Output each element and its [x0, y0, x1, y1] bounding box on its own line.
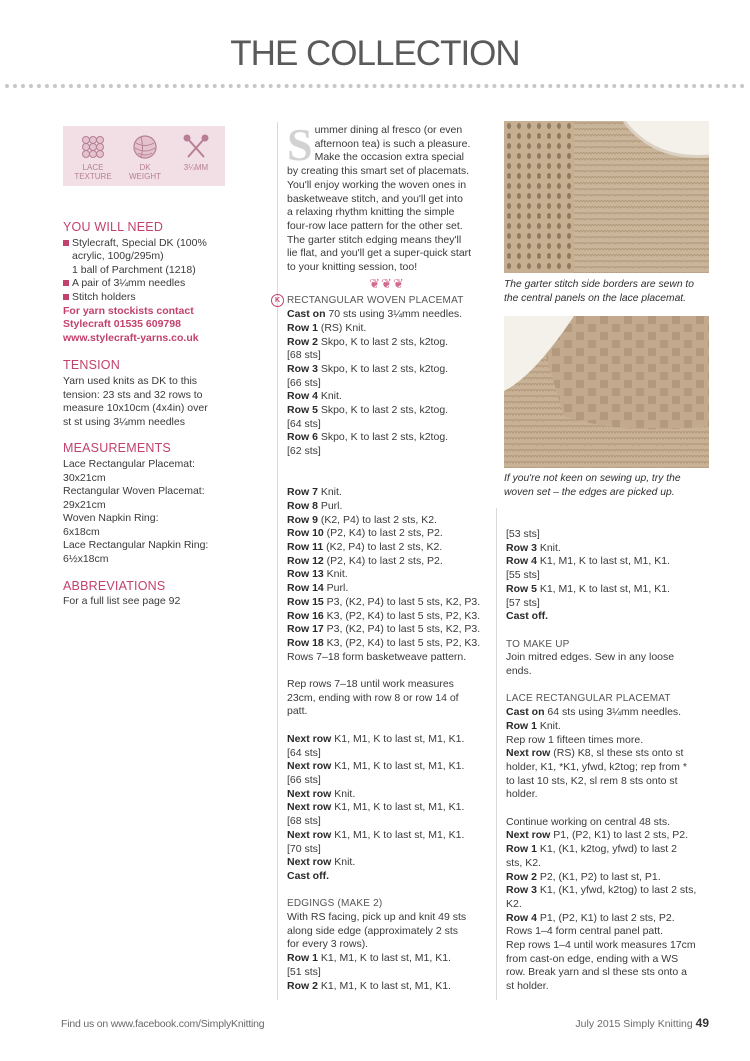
instruction-line: Next row K1, M1, K to last st, M1, K1. [287, 828, 465, 841]
lace-texture-cell [68, 134, 118, 181]
instruction-line: Row 13 Knit. [287, 568, 348, 581]
instruction-line: [64 sts] [287, 417, 321, 430]
lace-instructions-1 [506, 706, 706, 802]
photo-caption-1: The garter stitch side borders are sewn to the central panels on the lace placemat. [504, 279, 695, 304]
woven-placemat-heading: K RECTANGULAR WOVEN PLACEMAT [287, 294, 487, 308]
lace-placemat-heading: LACE RECTANGULAR PLACEMAT [506, 693, 671, 705]
instruction-line: Row 18 K3, (P2, K4) to last 5 sts, P2, K3. [287, 636, 481, 649]
measurements-heading: MEASUREMENTS [63, 441, 171, 456]
instruction-line: Row 2 P2, (K1, P2) to last st, P1. [506, 870, 661, 883]
footer-folio [575, 1016, 709, 1030]
tension-heading: TENSION [63, 358, 120, 373]
instruction-line: holder, K1, *K1, yfwd, k2tog; rep from * [506, 760, 687, 773]
lace-instructions-2 [506, 816, 706, 994]
make-up-heading: TO MAKE UP [506, 638, 570, 650]
instruction-line: Cast on 64 sts using 3¼mm needles. [506, 706, 682, 719]
instruction-line: K2. [506, 897, 522, 910]
stockist-website: www.stylecraft-yarns.co.uk [63, 331, 199, 344]
instruction-line: from cast-on edge, ending with a WS [506, 952, 679, 965]
instruction-line: [66 sts] [287, 376, 321, 389]
needle-size-cell [171, 134, 221, 172]
instruction-line: Row 4 Knit. [287, 390, 342, 403]
instruction-line: Row 1 (RS) Knit. [287, 321, 367, 334]
instruction-line: Row 5 Skpo, K to last 2 sts, k2tog. [287, 404, 449, 417]
instruction-line: Row 1 K1, M1, K to last st, M1, K1. [287, 952, 451, 965]
instruction-line: Row 7 Knit. [287, 486, 342, 499]
instruction-line: patt. [287, 705, 308, 718]
instruction-line: Next row Knit. [287, 787, 356, 800]
instruction-line: [51 sts] [287, 965, 321, 978]
instruction-line: row. Break yarn and sl these sts onto a [506, 966, 687, 979]
dk-weight-cell [120, 134, 170, 181]
need-item-holders: Stitch holders [63, 291, 233, 305]
instruction-line: [70 sts] [287, 842, 321, 855]
instruction-line: Next row (RS) K8, sl these sts onto st [506, 747, 684, 760]
instruction-line: Row 3 K1, (K1, yfwd, k2tog) to last 2 sts, [506, 884, 697, 897]
right-column [506, 528, 706, 994]
dotted-divider [5, 84, 745, 88]
instruction-line: Next row K1, M1, K to last st, M1, K1. [287, 760, 465, 773]
dk-weight-label: DK WEIGHT [129, 163, 161, 181]
instruction-line: Row 6 Skpo, K to last 2 sts, k2tog. [287, 431, 449, 444]
instruction-line: along side edge (approximately 2 sts [287, 924, 459, 937]
yarn-ball-icon [132, 134, 158, 160]
instruction-line: Row 15 P3, (K2, P4) to last 5 sts, K2, P3. [287, 595, 481, 608]
intro-paragraph: S ummer dining al fresco (or even afternoon tea) is such a pleasure. Make the occasion extra special by creating this smart set of placemats. You'll enjoy working the woven ones in basketweave stitch, and you'll get into a relaxing rhythm knitting the simple four-row lace pattern for the other set. The garter stitch edging means they'll lie flat, and you'll get a super-quick start to your knitting session, too! [287, 119, 472, 274]
tension-text: Yarn used knits as DK to this tension: 23 sts and 32 rows to measure 10x10cm (4x4in) over st st using 3¼mm needles [63, 374, 208, 428]
left-column [63, 221, 233, 609]
instruction-line: Cast off. [287, 869, 329, 882]
need-sub-item: 1 ball of Parchment (1218) [72, 263, 196, 276]
edging-continued [506, 528, 706, 624]
instruction-line: Row 5 K1, M1, K to last st, M1, K1. [506, 582, 670, 595]
instruction-line: Row 3 Knit. [506, 541, 561, 554]
instruction-line: Rep rows 1–4 until work measures 17cm [506, 939, 696, 952]
instruction-line: [55 sts] [506, 569, 540, 582]
instruction-line: holder. [506, 788, 538, 801]
instruction-line: Row 3 Skpo, K to last 2 sts, k2tog. [287, 362, 449, 375]
instruction-line: Next row K1, M1, K to last st, M1, K1. [287, 732, 465, 745]
instruction-line: Row 2 K1, M1, K to last st, M1, K1. [287, 979, 451, 992]
instruction-line: [68 sts] [287, 349, 321, 362]
page-title: THE COLLECTION [230, 34, 520, 73]
abbreviations-text: For a full list see page 92 [63, 595, 181, 608]
make-up-text: Join mitred edges. Sew in any loose ends. [506, 651, 675, 678]
instruction-line: Row 1 Knit. [506, 719, 561, 732]
instruction-line: Rep row 1 fifteen times more. [506, 733, 644, 746]
edgings-heading: EDGINGS (MAKE 2) [287, 898, 383, 910]
needle-size-label: 3¼MM [183, 163, 209, 172]
footer-issue: July 2015 Simply Knitting [575, 1018, 693, 1030]
stockist-contact: For yarn stockists contact Stylecraft 01535 609798 www.stylecraft-yarns.co.uk [63, 305, 233, 346]
footer-facebook-link[interactable]: Find us on www.facebook.com/SimplyKnitting [61, 1018, 265, 1030]
instruction-line: Rep rows 7–18 until work measures [287, 678, 454, 691]
photo-caption-2: If you're not keen on sewing up, try the woven set – the edges are picked up. [504, 473, 681, 498]
instruction-line: [57 sts] [506, 596, 540, 609]
woven-instructions-1 [287, 308, 487, 459]
instruction-line: 23cm, ending with row 8 or row 14 of [287, 691, 459, 704]
page-number: 49 [695, 1016, 709, 1030]
instruction-line: Next row K1, M1, K to last st, M1, K1. [287, 801, 465, 814]
column-divider-left [277, 122, 278, 1000]
instruction-line: Continue working on central 48 sts. [506, 815, 671, 828]
instruction-line: Row 17 P3, (K2, P4) to last 5 sts, K2, P3. [287, 623, 481, 636]
measurements-text: Lace Rectangular Placemat: 30x21cm Rectangular Woven Placemat: 29x21cm Woven Napkin Ring: 6x18cm Lace Rectangular Napkin Ring: 6½x18cm [63, 457, 209, 566]
instruction-line: st holder. [506, 980, 549, 993]
yarn-info-box [63, 126, 225, 186]
instruction-line: Row 12 (P2, K4) to last 2 sts, P2. [287, 554, 443, 567]
knit-badge-icon: K [271, 294, 284, 307]
instruction-line: [53 sts] [506, 528, 540, 540]
instruction-line: Row 9 (K2, P4) to last 2 sts, K2. [287, 513, 437, 526]
you-will-need-heading: YOU WILL NEED [63, 220, 164, 234]
instruction-line: Row 2 Skpo, K to last 2 sts, k2tog. [287, 335, 449, 348]
instruction-line: Next row Knit. [287, 856, 356, 869]
instruction-line: Row 11 (K2, P4) to last 2 sts, K2. [287, 541, 443, 554]
instruction-line: [62 sts] [287, 445, 321, 458]
instruction-line: Row 16 K3, (P2, K4) to last 5 sts, P2, K3. [287, 609, 481, 622]
instruction-line: Row 1 K1, (K1, k2tog, yfwd) to last 2 [506, 843, 677, 856]
woven-instructions-3 [287, 678, 487, 719]
instruction-line: for every 3 rows). [287, 938, 369, 951]
woven-instructions-4 [287, 733, 487, 884]
drop-cap: S [287, 119, 313, 170]
woven-instructions-2 [287, 486, 487, 664]
flourish-ornament: ❦❦❦ [369, 275, 405, 291]
instruction-line: Cast on 70 sts using 3¼mm needles. [287, 308, 463, 321]
need-item-yarn: Stylecraft, Special DK (100% acrylic, 100g/295m) [63, 237, 233, 264]
edgings-instructions [287, 911, 487, 993]
instruction-line: Rows 1–4 form central panel patt. [506, 925, 663, 938]
instruction-line: Next row P1, (P2, K1) to last 2 sts, P2. [506, 829, 689, 842]
column-divider-right [496, 508, 497, 1000]
instruction-line: Row 4 P1, (P2, K1) to last 2 sts, P2. [506, 911, 675, 924]
instruction-line: sts, K2. [506, 856, 542, 869]
instruction-line: Row 8 Purl. [287, 499, 343, 512]
abbreviations-heading: ABBREVIATIONS [63, 578, 166, 593]
lace-texture-label: LACE TEXTURE [74, 163, 112, 181]
need-item-needles: A pair of 3¼mm needles [63, 277, 233, 291]
instruction-line: [68 sts] [287, 815, 321, 828]
instruction-line: Row 14 Purl. [287, 582, 349, 595]
instruction-line: Cast off. [506, 610, 548, 623]
lace-placemat-photo [504, 121, 709, 273]
instruction-line: With RS facing, pick up and knit 49 sts [287, 911, 467, 923]
instruction-line: Row 10 (P2, K4) to last 2 sts, P2. [287, 527, 443, 540]
lace-texture-icon [80, 134, 106, 160]
instruction-line: Row 4 K1, M1, K to last st, M1, K1. [506, 555, 670, 568]
woven-placemat-photo [504, 316, 709, 468]
middle-column [274, 119, 487, 993]
instruction-line: to last 10 sts, K2, sl rem 8 sts onto st [506, 774, 678, 787]
instruction-line: [66 sts] [287, 773, 321, 786]
knitting-needles-icon [183, 134, 209, 160]
instruction-line: [64 sts] [287, 746, 321, 759]
instruction-line: Rows 7–18 form basketweave pattern. [287, 650, 467, 663]
